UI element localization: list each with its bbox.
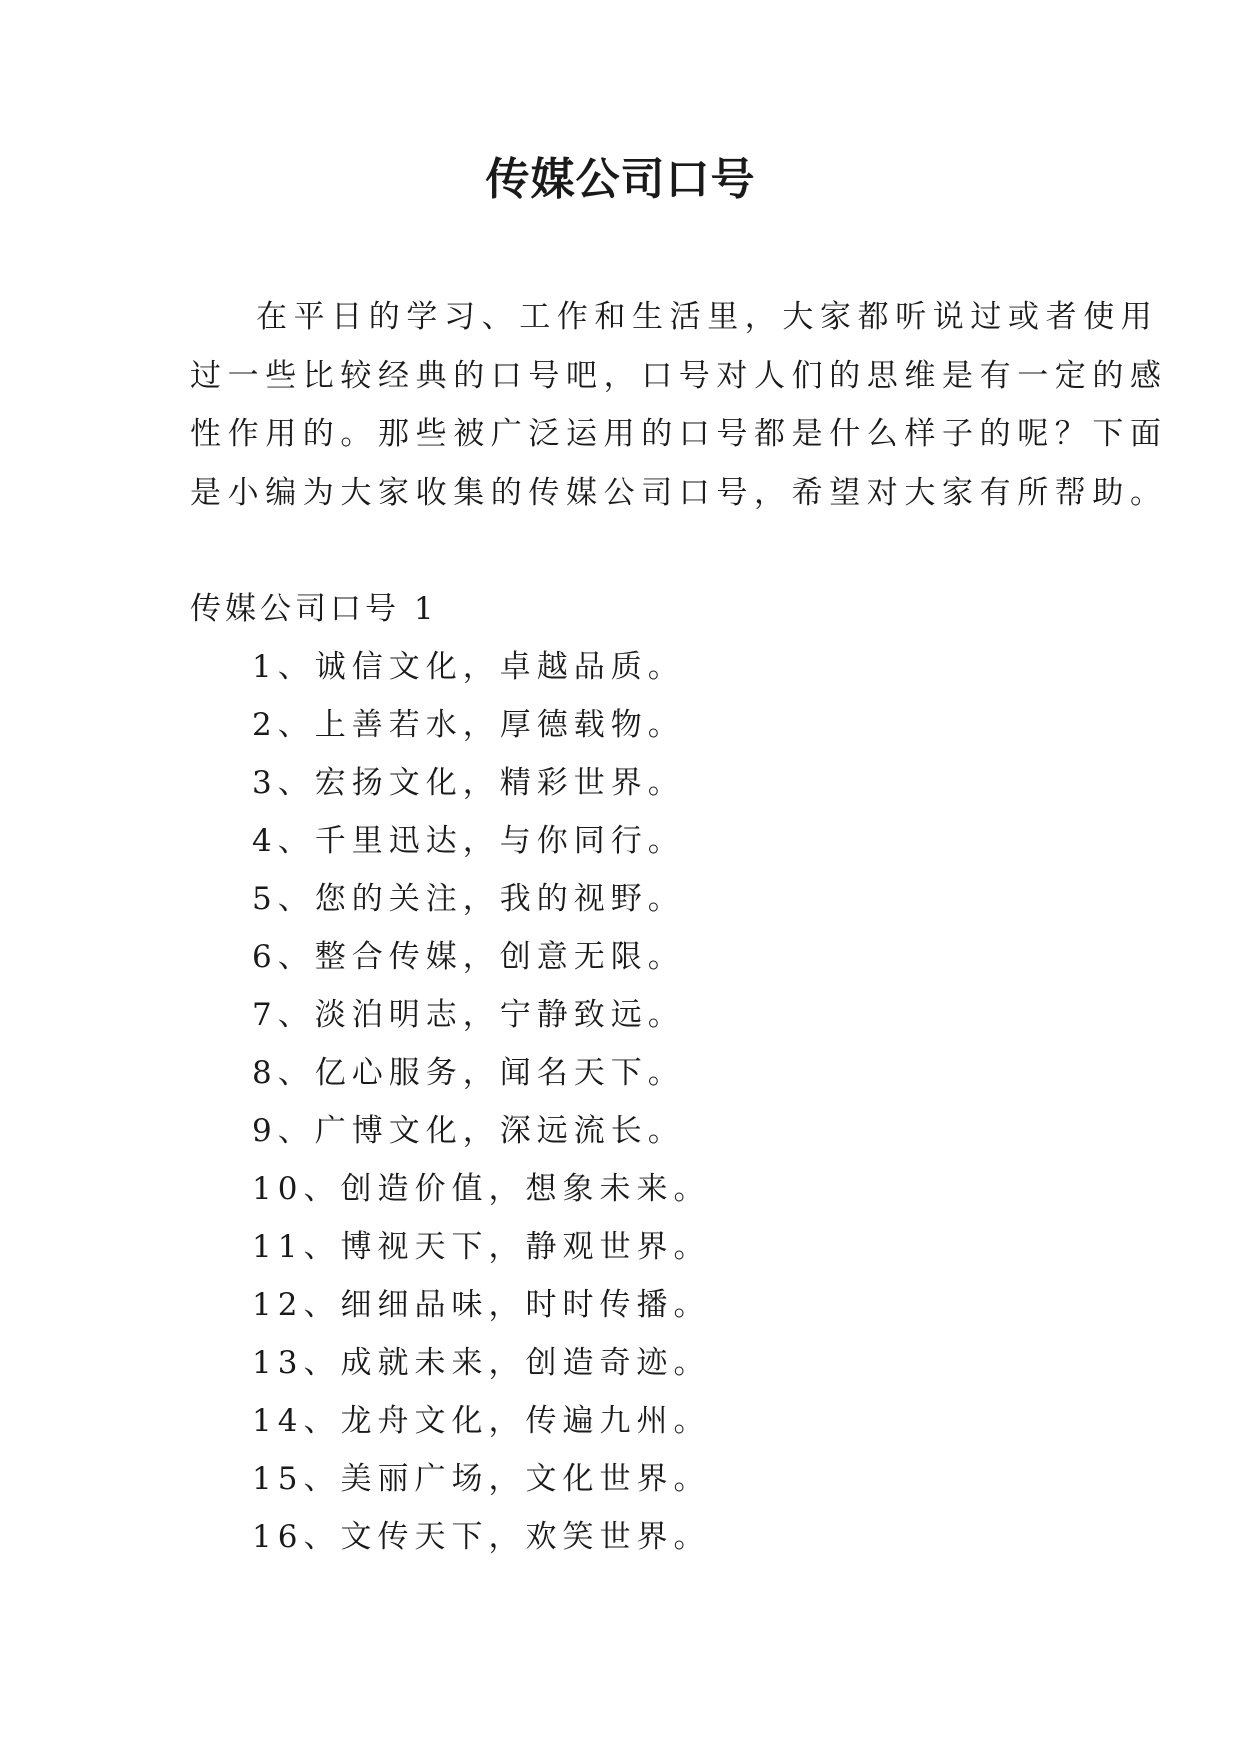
intro-line: 过一些比较经典的口号吧，口号对人们的思维是有一定的感 — [190, 357, 1168, 394]
slogan-item: 8、亿心服务，闻名天下。 — [252, 1055, 685, 1091]
slogan-item: 7、淡泊明志，宁静致远。 — [252, 997, 685, 1033]
slogan-item: 13、成就未来，创造奇迹。 — [252, 1345, 711, 1381]
slogan-item: 16、文传天下，欢笑世界。 — [252, 1519, 711, 1555]
slogan-item: 12、细细品味，时时传播。 — [252, 1287, 711, 1323]
intro-line: 性作用的。那些被广泛运用的口号都是什么样子的呢？下面 — [190, 416, 1168, 452]
slogan-item: 15、美丽广场，文化世界。 — [252, 1461, 711, 1497]
slogan-item: 4、千里迅达，与你同行。 — [252, 823, 685, 859]
slogan-item: 5、您的关注，我的视野。 — [252, 881, 685, 917]
slogan-item: 3、宏扬文化，精彩世界。 — [252, 765, 685, 801]
document-title: 传媒公司口号 — [485, 154, 756, 205]
slogan-item: 1、诚信文化，卓越品质。 — [252, 649, 685, 685]
slogan-item: 11、博视天下，静观世界。 — [252, 1229, 711, 1265]
slogan-list — [252, 638, 710, 1566]
slogan-item: 6、整合传媒，创意无限。 — [252, 939, 685, 975]
intro-line: 是小编为大家收集的传媒公司口号，希望对大家有所帮助。 — [190, 474, 1168, 511]
section-heading: 传媒公司口号 1 — [190, 591, 438, 627]
slogan-item: 2、上善若水，厚德载物。 — [252, 707, 685, 743]
intro-line: 在平日的学习、工作和生活里，大家都听说过或者使用 — [256, 299, 1159, 335]
intro-paragraph — [190, 288, 1168, 522]
slogan-item: 10、创造价值，想象未来。 — [252, 1171, 711, 1207]
slogan-item: 9、广博文化，深远流长。 — [252, 1113, 685, 1149]
slogan-item: 14、龙舟文化，传遍九州。 — [252, 1403, 711, 1439]
